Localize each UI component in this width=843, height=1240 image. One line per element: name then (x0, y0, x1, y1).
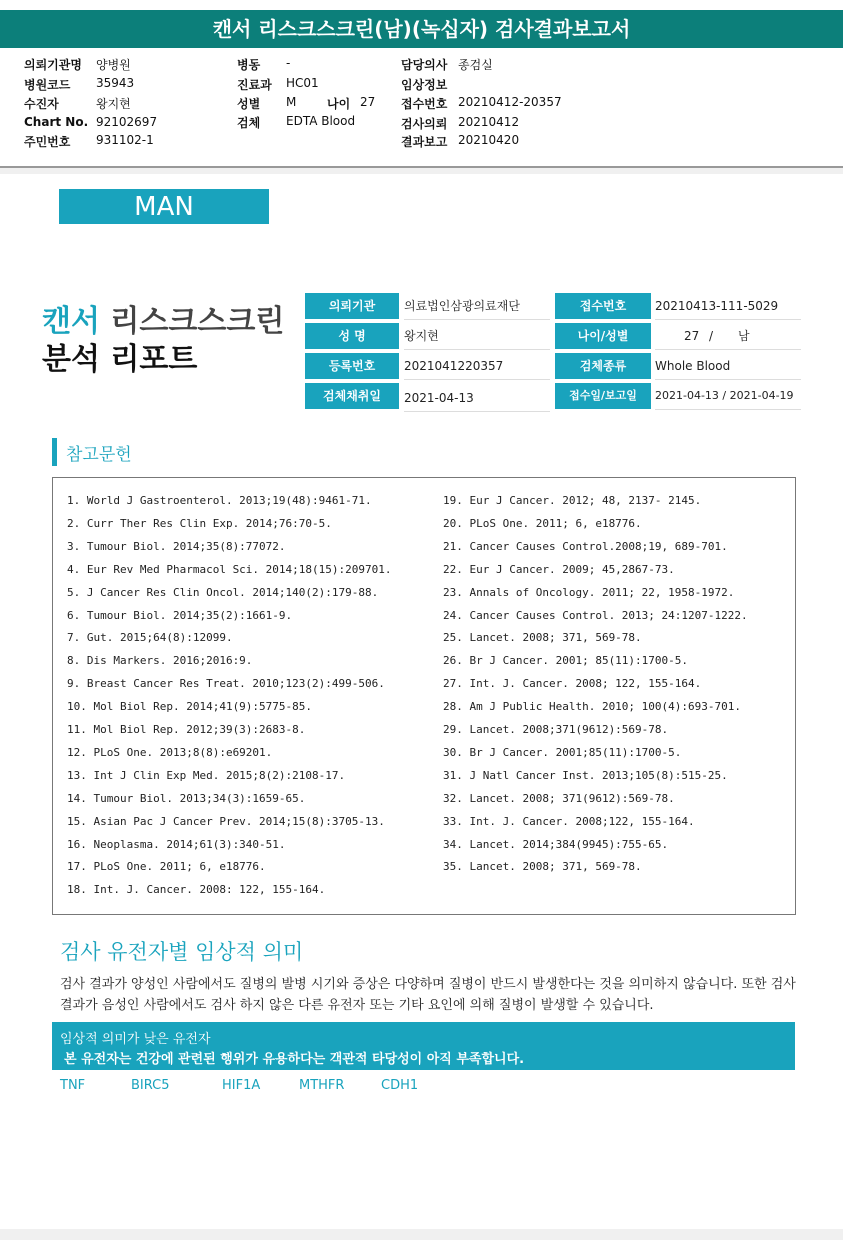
reference-item: 7. Gut. 2015;64(8):12099. (67, 631, 233, 645)
accession-value: 20210412-20357 (458, 95, 562, 109)
age-label: 나이 (327, 97, 351, 111)
reference-item: 27. Int. J. Cancer. 2008; 122, 155-164. (443, 677, 702, 691)
report-date-label: 결과보고 (401, 135, 448, 149)
gene-hif1a: HIF1A (222, 1078, 261, 1093)
accession-label: 접수번호 (401, 97, 448, 111)
reference-item: 3. Tumour Biol. 2014;35(8):77072. (67, 539, 286, 553)
references-title-bar (52, 438, 57, 466)
doctor-value: 종검실 (458, 58, 493, 72)
institution-label: 의뢰기관명 (24, 58, 82, 72)
chart-label: Chart No. (24, 115, 89, 129)
dept-value: HC01 (286, 76, 319, 90)
clinical-meaning-title: 검사 유전자별 임상적 의미 (60, 940, 304, 964)
reference-item: 19. Eur J Cancer. 2012; 48, 2137- 2145. (443, 494, 702, 507)
reference-item: 29. Lancet. 2008;371(9612):569-78. (443, 723, 669, 736)
references-box (52, 477, 796, 915)
dept-label: 진료과 (237, 78, 272, 92)
request-value: 20210412 (458, 115, 520, 129)
reference-item: 14. Tumour Biol. 2013;34(3):1659-65. (67, 791, 306, 805)
gene-mthfr: MTHFR (299, 1078, 345, 1093)
gene-cdh1: CDH1 (381, 1078, 419, 1093)
reference-item: 18. Int. J. Cancer. 2008: 122, 155-164. (67, 883, 326, 897)
reference-item: 25. Lancet. 2008; 371, 569-78. (443, 631, 642, 645)
reference-item: 22. Eur J Cancer. 2009; 45,2867-73. (443, 562, 675, 576)
reference-item: 9. Breast Cancer Res Treat. 2010;123(2):499-506. (67, 677, 385, 691)
patient-header (0, 48, 843, 168)
reference-item: 20. PLoS One. 2011; 6, e18776. (443, 516, 642, 530)
sex-value: M (286, 95, 297, 109)
low-significance-title: 임상적 의미가 낮은 유전자 (60, 1032, 211, 1047)
report-title-line2: 분석 리포트 (42, 342, 198, 377)
specimen-label: 검체 (237, 116, 261, 130)
gene-tnf: TNF (60, 1078, 86, 1093)
reference-item: 31. J Natl Cancer Inst. 2013;105(8):515-25. (443, 768, 728, 782)
info-regno-value: 2021041220357 (404, 353, 550, 380)
doctor-label: 담당의사 (401, 58, 448, 72)
sex-label: 성별 (237, 97, 261, 111)
report-title-riskscreen: 리스크스크린 (99, 304, 285, 339)
reference-item: 1. World J Gastroenterol. 2013;19(48):9461-71. (67, 494, 372, 507)
request-label: 검사의뢰 (401, 117, 448, 131)
reference-item: 4. Eur Rev Med Pharmacol Sci. 2014;18(15):209701. (67, 562, 392, 576)
rrn-value: 931102-1 (96, 133, 154, 147)
institution-value: 양병원 (96, 58, 131, 72)
reference-item: 12. PLoS One. 2013;8(8):e69201. (67, 745, 273, 759)
patient-value: 왕지현 (96, 97, 131, 111)
reference-item: 34. Lancet. 2014;384(9945):755-65. (443, 837, 669, 851)
info-regno-label: 등록번호 (305, 353, 399, 379)
info-dates-value: 2021-04-13 / 2021-04-19 (655, 383, 801, 410)
clinical-info-label: 임상정보 (401, 78, 448, 92)
rrn-label: 주민번호 (24, 135, 71, 149)
report-title-cancer: 캔서 (42, 304, 100, 339)
reference-item: 5. J Cancer Res Clin Oncol. 2014;140(2):179-88. (67, 585, 379, 599)
info-accno-value: 20210413-111-5029 (655, 293, 801, 320)
reference-item: 8. Dis Markers. 2016;2016:9. (67, 654, 253, 668)
info-institution-value: 의료법인삼광의료재단 (404, 293, 550, 320)
low-significance-description: 본 유전자는 건강에 관련된 행위가 유용하다는 객관적 타당성이 아직 부족합니다. (64, 1052, 525, 1067)
chart-value: 92102697 (96, 115, 158, 129)
reference-item: 26. Br J Cancer. 2001; 85(11):1700-5. (443, 654, 689, 668)
info-institution-label: 의뢰기관 (305, 293, 399, 319)
reference-item: 32. Lancet. 2008; 371(9612):569-78. (443, 791, 675, 805)
header-divider (0, 168, 843, 174)
gender-badge: MAN (59, 189, 269, 224)
report-header-title: 캔서 리스크스크린(남)(녹십자) 검사결과보고서 (0, 10, 843, 48)
info-agesex-label: 나이/성별 (555, 323, 651, 349)
reference-item: 16. Neoplasma. 2014;61(3):340-51. (67, 837, 286, 851)
hospital-code-value: 35943 (96, 76, 135, 90)
info-agesex-value (655, 323, 801, 350)
references-title: 참고문헌 (66, 445, 132, 465)
reference-item: 21. Cancer Causes Control.2008;19, 689-701. (443, 539, 728, 553)
info-collection-label: 검체채취일 (305, 383, 399, 409)
reference-item: 2. Curr Ther Res Clin Exp. 2014;76:70-5. (67, 516, 332, 530)
info-spec-label: 검체종류 (555, 353, 651, 379)
reference-item: 10. Mol Biol Rep. 2014;41(9):5775-85. (67, 700, 313, 714)
info-collection-value: 2021-04-13 (404, 385, 550, 412)
report-date-value: 20210420 (458, 133, 520, 147)
info-spec-value: Whole Blood (655, 353, 801, 380)
reference-item: 6. Tumour Biol. 2014;35(2):1661-9. (67, 608, 293, 622)
info-name-label: 성 명 (305, 323, 399, 349)
reference-item: 15. Asian Pac J Cancer Prev. 2014;15(8):3705-13. (67, 814, 385, 828)
page-bottom-strip (0, 1229, 843, 1240)
info-sex: 남 (738, 329, 750, 343)
reference-item: 17. PLoS One. 2011; 6, e18776. (67, 860, 266, 874)
reference-item: 30. Br J Cancer. 2001;85(11):1700-5. (443, 745, 682, 759)
patient-label: 수진자 (24, 97, 59, 111)
low-significance-box (52, 1022, 795, 1070)
ward-value: - (286, 56, 291, 70)
info-age: 27 (684, 329, 700, 343)
reference-item: 11. Mol Biol Rep. 2012;39(3):2683-8. (67, 723, 306, 736)
info-slash: / (709, 329, 714, 343)
reference-item: 35. Lancet. 2008; 371, 569-78. (443, 860, 642, 874)
reference-item: 28. Am J Public Health. 2010; 100(4):693-701. (443, 700, 742, 714)
ward-label: 병동 (237, 58, 261, 72)
info-dates-label: 접수일/보고일 (555, 383, 651, 409)
info-name-value: 왕지현 (404, 323, 550, 350)
hospital-code-label: 병원코드 (24, 78, 71, 92)
gene-birc5: BIRC5 (131, 1078, 170, 1093)
age-value: 27 (360, 95, 376, 109)
reference-item: 33. Int. J. Cancer. 2008;122, 155-164. (443, 814, 695, 828)
reference-item: 24. Cancer Causes Control. 2013; 24:1207-1222. (443, 608, 748, 622)
reference-item: 13. Int J Clin Exp Med. 2015;8(2):2108-17. (67, 768, 346, 782)
reference-item: 23. Annals of Oncology. 2011; 22, 1958-1972. (443, 585, 735, 599)
specimen-value: EDTA Blood (286, 114, 356, 128)
clinical-meaning-description: 검사 결과가 양성인 사람에서도 질병의 발병 시기와 증상은 다양하며 질병이 반드시 발생한다는 것을 의미하지 않습니다. 또한 검사 결과가 음성인 사람에서도 검사 하지 않은 다른 유전자 또는 기타 요인에 의해 질병이 발생할 수 있습니다. (60, 977, 796, 1013)
info-accno-label: 접수번호 (555, 293, 651, 319)
